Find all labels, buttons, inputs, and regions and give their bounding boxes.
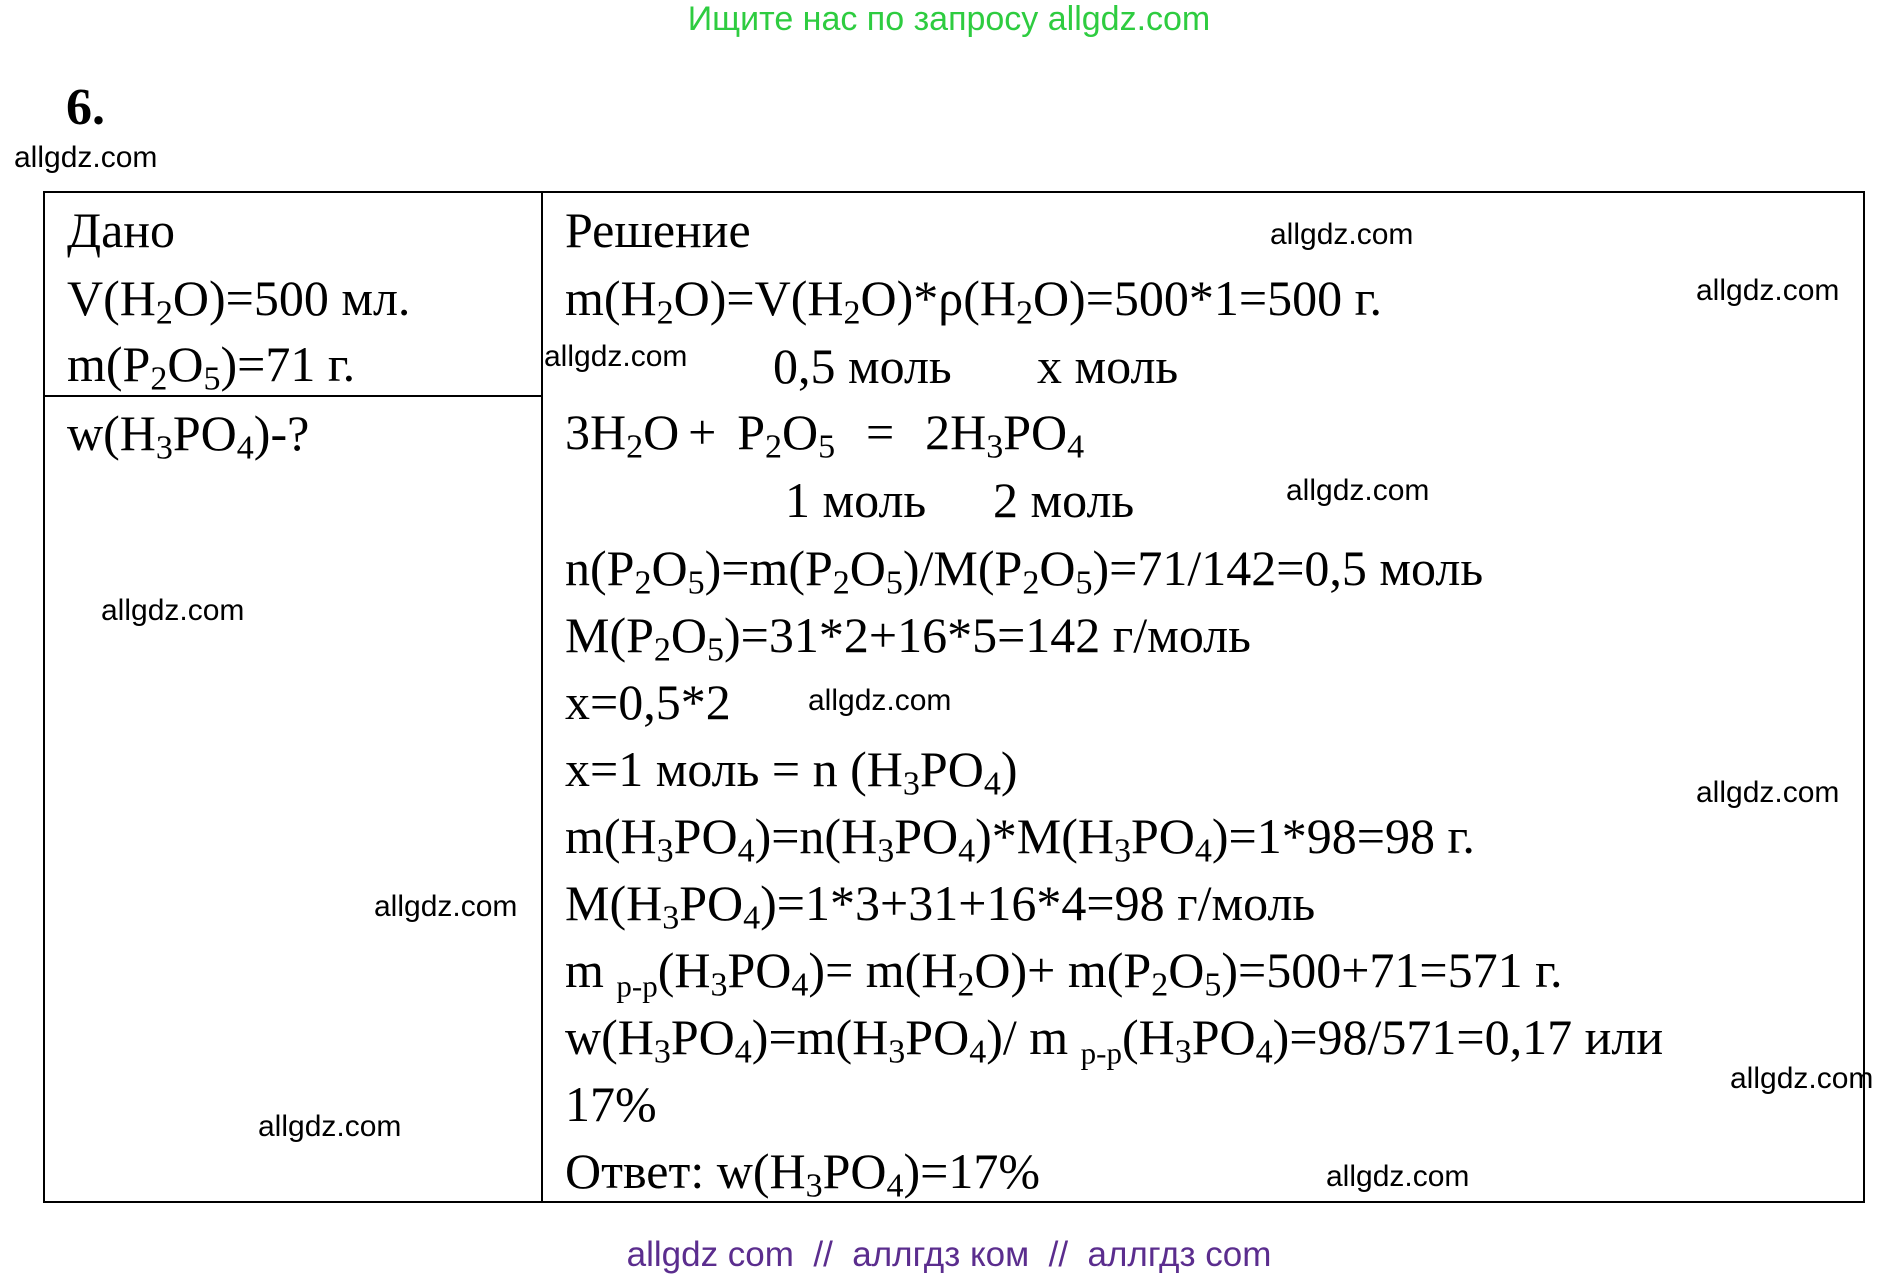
watermark: allgdz.com: [1286, 474, 1430, 507]
solution-line-9: $w(H_3PO_4)=m(H_3PO_4)/$ m $р-р(H_3PO_4)=98/571=0,17$ или: [565, 1009, 1664, 1071]
moles-top-1: 0,5 моль: [773, 338, 952, 394]
watermark: allgdz.com: [1696, 776, 1840, 809]
given-volume: $V(H_2O)=500$ мл.: [67, 270, 411, 332]
watermark: allgdz.com: [258, 1110, 402, 1143]
answer-line: Ответ: $w(H_3PO_4)=17\%$: [565, 1143, 1040, 1205]
given-divider: [45, 395, 541, 397]
watermark: allgdz.com: [808, 684, 952, 717]
watermark: allgdz.com: [544, 340, 688, 373]
solution-line-4: х=0,5*2: [565, 674, 731, 730]
moles-bottom-1: 1 моль: [785, 472, 927, 528]
solution-table: [43, 191, 1865, 1203]
watermark: allgdz.com: [1730, 1062, 1874, 1095]
given-find: $w(H_3PO_4)-$?: [67, 405, 310, 467]
watermark: allgdz.com: [1696, 274, 1840, 307]
solution-line-1: $m(H_2O)=V(H_2O)*\rho(H_2O)=500*1=500$ г.: [565, 270, 1382, 332]
given-mass: $m(P_2O_5)=71$ г.: [67, 336, 356, 398]
problem-number: 6.: [66, 79, 105, 136]
watermark: allgdz.com: [14, 141, 158, 174]
solution-line-7: $M(H_3PO_4)=1*3+31+16*4=98$ г/моль: [565, 875, 1316, 937]
reaction-equation: $3H_2O + P_2O_5 = 2H_3PO_4$: [565, 404, 1085, 466]
moles-top-2: х моль: [1037, 338, 1179, 394]
watermark: allgdz.com: [101, 594, 245, 627]
top-banner: Ищите нас по запросу allgdz.com: [687, 0, 1211, 38]
bottom-banner: allgdz com // аллгдз ком // аллгдз com: [626, 1235, 1272, 1274]
solution-header: Решение: [565, 202, 751, 258]
column-divider: [541, 193, 543, 1201]
moles-bottom-2: 2 моль: [993, 472, 1135, 528]
solution-line-8: m $р-р(H_3PO_4)= m(H_2O)+ m(P_2O_5)=500+71=571$ г.: [565, 942, 1563, 1004]
watermark: allgdz.com: [1326, 1160, 1470, 1193]
solution-line-3: $M(P_2O_5)=31*2+16*5=142$ г/моль: [565, 607, 1251, 669]
solution-line-5: х=1 моль = n $(H_3PO_4)$: [565, 741, 1018, 803]
solution-line-2: $n(P_2O_5)=m(P_2O_5)/M(P_2O_5)=71/142=0,5$ моль: [565, 540, 1484, 602]
solution-line-10: 17%: [565, 1076, 657, 1132]
given-header: Дано: [67, 202, 176, 258]
watermark: allgdz.com: [374, 890, 518, 923]
solution-line-6: $m(H_3PO_4)=n(H_3PO_4)*M(H_3PO_4)=1*98=98$ г.: [565, 808, 1475, 870]
watermark: allgdz.com: [1270, 218, 1414, 251]
